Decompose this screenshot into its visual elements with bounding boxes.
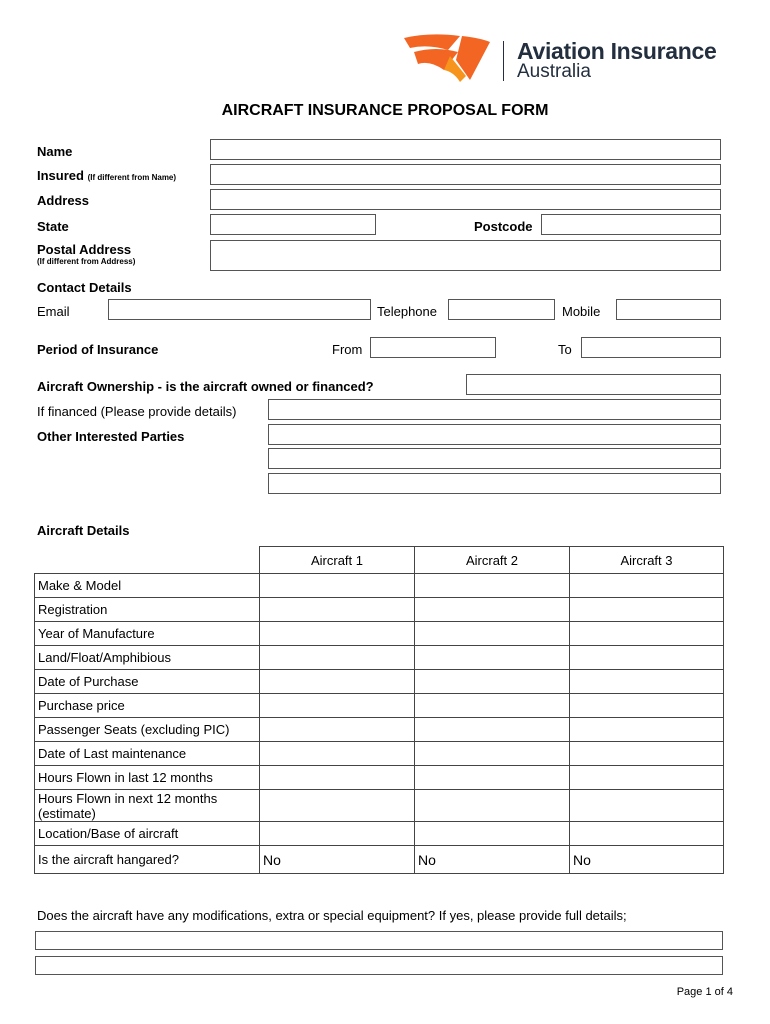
page-title: AIRCRAFT INSURANCE PROPOSAL FORM xyxy=(221,102,549,119)
hangared-select-2[interactable]: No xyxy=(415,846,570,874)
maintenance-cell-2[interactable] xyxy=(415,742,570,766)
seats-cell-1[interactable] xyxy=(260,718,415,742)
brand-name: Aviation Insurance xyxy=(517,38,717,64)
table-row xyxy=(35,670,724,694)
postcode-input[interactable] xyxy=(541,214,721,235)
contact-details-heading: Contact Details xyxy=(37,280,132,295)
other-parties-input-2[interactable] xyxy=(268,448,721,469)
table-row xyxy=(35,766,724,790)
table-row xyxy=(35,846,724,874)
aircraft-details-heading: Aircraft Details xyxy=(37,523,130,538)
brand-logo-icon xyxy=(400,30,492,86)
brand-divider xyxy=(503,41,504,81)
mobile-input[interactable] xyxy=(616,299,721,320)
hangared-select-1[interactable]: No xyxy=(260,846,415,874)
insured-label-group xyxy=(37,168,176,185)
ownership-label: Aircraft Ownership - is the aircraft owned or financed? xyxy=(37,379,374,394)
hours-next-cell-1[interactable] xyxy=(260,790,415,822)
land-float-cell-1[interactable] xyxy=(260,646,415,670)
purchase-price-cell-2[interactable] xyxy=(415,694,570,718)
row-label: Purchase price xyxy=(35,694,260,718)
land-float-cell-2[interactable] xyxy=(415,646,570,670)
registration-cell-1[interactable] xyxy=(260,598,415,622)
land-float-cell-3[interactable] xyxy=(570,646,724,670)
state-label: State xyxy=(37,219,69,234)
table-row xyxy=(35,718,724,742)
make-model-cell-2[interactable] xyxy=(415,574,570,598)
from-label: From xyxy=(332,342,363,357)
make-model-cell-1[interactable] xyxy=(260,574,415,598)
table-row xyxy=(35,622,724,646)
modifications-input-1[interactable] xyxy=(35,931,723,950)
purchase-price-cell-1[interactable] xyxy=(260,694,415,718)
table-row xyxy=(35,742,724,766)
table-row xyxy=(35,694,724,718)
aircraft-details-table xyxy=(34,546,724,874)
period-from-input[interactable] xyxy=(370,337,496,358)
location-cell-1[interactable] xyxy=(260,822,415,846)
row-label: Date of Last maintenance xyxy=(35,742,260,766)
row-label: Land/Float/Amphibious xyxy=(35,646,260,670)
registration-cell-2[interactable] xyxy=(415,598,570,622)
maintenance-cell-1[interactable] xyxy=(260,742,415,766)
name-input[interactable] xyxy=(210,139,721,160)
email-input[interactable] xyxy=(108,299,371,320)
row-label: Year of Manufacture xyxy=(35,622,260,646)
row-label: Passenger Seats (excluding PIC) xyxy=(35,718,260,742)
postal-address-label: Postal Address xyxy=(37,242,132,257)
year-cell-1[interactable] xyxy=(260,622,415,646)
postal-address-note: (If different from Address) xyxy=(37,257,136,266)
page-number: Page 1 of 4 xyxy=(676,986,733,998)
email-label: Email xyxy=(37,304,70,319)
postal-address-input[interactable] xyxy=(210,240,721,271)
address-label: Address xyxy=(37,193,90,208)
table-row xyxy=(35,790,724,822)
hours-next-cell-2[interactable] xyxy=(415,790,570,822)
ownership-input[interactable] xyxy=(466,374,721,395)
row-label: Date of Purchase xyxy=(35,670,260,694)
location-cell-2[interactable] xyxy=(415,822,570,846)
financed-label: If financed (Please provide details) xyxy=(37,404,237,419)
aircraft-2-header: Aircraft 2 xyxy=(415,547,570,574)
row-label: Location/Base of aircraft xyxy=(35,822,260,846)
aircraft-1-header: Aircraft 1 xyxy=(260,547,415,574)
period-to-input[interactable] xyxy=(581,337,721,358)
hangared-select-3[interactable]: No xyxy=(570,846,724,874)
registration-cell-3[interactable] xyxy=(570,598,724,622)
modifications-label: Does the aircraft have any modifications, extra or special equipment? If yes, please provide full details; xyxy=(37,908,627,923)
purchase-date-cell-3[interactable] xyxy=(570,670,724,694)
maintenance-cell-3[interactable] xyxy=(570,742,724,766)
table-corner xyxy=(35,547,260,574)
address-input[interactable] xyxy=(210,189,721,210)
location-cell-3[interactable] xyxy=(570,822,724,846)
financed-input[interactable] xyxy=(268,399,721,420)
hours-last-cell-3[interactable] xyxy=(570,766,724,790)
table-row xyxy=(35,598,724,622)
row-label: Is the aircraft hangared? xyxy=(35,846,260,874)
row-label: Hours Flown in next 12 months (estimate) xyxy=(35,790,260,822)
hours-last-cell-2[interactable] xyxy=(415,766,570,790)
mobile-label: Mobile xyxy=(562,304,601,319)
modifications-input-2[interactable] xyxy=(35,956,723,975)
telephone-label: Telephone xyxy=(377,304,437,319)
period-label: Period of Insurance xyxy=(37,342,159,357)
other-parties-input-3[interactable] xyxy=(268,473,721,494)
hours-last-cell-1[interactable] xyxy=(260,766,415,790)
purchase-price-cell-3[interactable] xyxy=(570,694,724,718)
telephone-input[interactable] xyxy=(448,299,555,320)
other-parties-label: Other Interested Parties xyxy=(37,429,185,444)
seats-cell-2[interactable] xyxy=(415,718,570,742)
year-cell-2[interactable] xyxy=(415,622,570,646)
table-row xyxy=(35,822,724,846)
aircraft-3-header: Aircraft 3 xyxy=(570,547,724,574)
to-label: To xyxy=(558,342,572,357)
row-label: Hours Flown in last 12 months xyxy=(35,766,260,790)
row-label: Make & Model xyxy=(35,574,260,598)
make-model-cell-3[interactable] xyxy=(570,574,724,598)
table-row xyxy=(35,646,724,670)
table-row xyxy=(35,574,724,598)
state-input[interactable] xyxy=(210,214,376,235)
other-parties-input-1[interactable] xyxy=(268,424,721,445)
year-cell-3[interactable] xyxy=(570,622,724,646)
purchase-date-cell-1[interactable] xyxy=(260,670,415,694)
insured-note: (If different from Name) xyxy=(87,173,177,182)
hours-next-cell-3[interactable] xyxy=(570,790,724,822)
seats-cell-3[interactable] xyxy=(570,718,724,742)
brand-subtitle: Australia xyxy=(517,61,591,82)
insured-input[interactable] xyxy=(210,164,721,185)
purchase-date-cell-2[interactable] xyxy=(415,670,570,694)
row-label: Registration xyxy=(35,598,260,622)
name-label: Name xyxy=(37,144,73,159)
postcode-label: Postcode xyxy=(474,219,533,234)
insured-label: Insured xyxy=(37,168,84,183)
